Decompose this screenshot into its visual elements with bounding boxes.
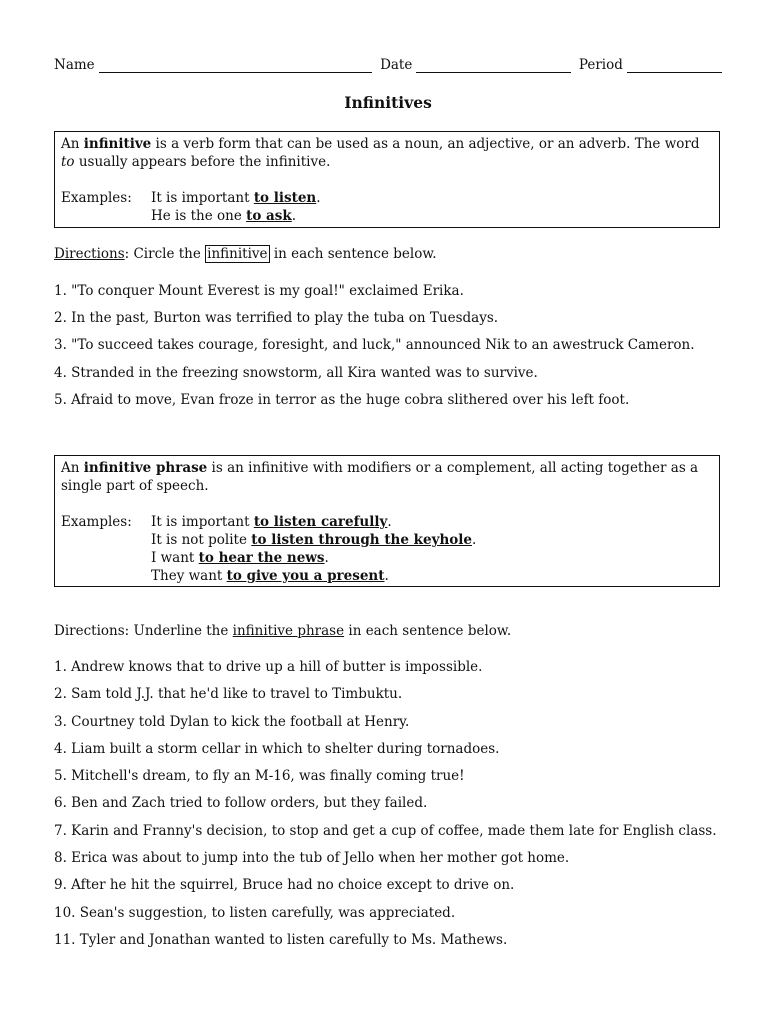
examples-label: Examples: xyxy=(61,514,132,530)
student-info-line xyxy=(54,57,722,73)
date-label: Date xyxy=(380,57,413,73)
infinitive-definition: An infinitive is a verb form that can be used as a noun, an adjective, or an adverb. The word to usually appears before the infinitive. xyxy=(61,136,700,170)
example-line: They want to give you a present. xyxy=(151,568,389,584)
list-item: 4. Stranded in the freezing snowstorm, all Kira wanted was to survive. xyxy=(54,364,538,381)
list-item: 2. Sam told J.J. that he'd like to travel to Timbuktu. xyxy=(54,686,403,703)
sentence-list-circle xyxy=(54,283,722,419)
period-label: Period xyxy=(578,57,623,73)
list-item: 5. Mitchell's dream, to fly an M-16, was finally coming true! xyxy=(54,768,465,785)
word-to: to xyxy=(61,154,75,170)
list-item: 10. Sean's suggestion, to listen carefully, was appreciated. xyxy=(54,904,456,921)
list-item: 3. Courtney told Dylan to kick the football at Henry. xyxy=(54,713,410,730)
example-line: I want to hear the news. xyxy=(151,550,329,566)
term-infinitive: infinitive xyxy=(83,136,152,152)
boxed-word-infinitive: infinitive xyxy=(207,246,268,262)
examples-label: Examples: xyxy=(61,190,132,206)
infinitive-phrase-definition: An infinitive phrase is an infinitive with modifiers or a complement, all acting together as a single part of speech. xyxy=(61,460,699,494)
list-item: 1. Andrew knows that to drive up a hill of butter is impossible. xyxy=(54,659,483,675)
infinitive-phrase-examples xyxy=(55,513,719,585)
example-line: He is the one to ask. xyxy=(151,208,297,224)
sentence-list-underline xyxy=(54,659,722,959)
list-item: 6. Ben and Zach tried to follow orders, but they failed. xyxy=(54,795,428,812)
infinitive-phrase-definition-box xyxy=(54,455,720,587)
list-item: 4. Liam built a storm cellar in which to shelter during tornadoes. xyxy=(54,740,500,757)
infinitive-definition-box xyxy=(54,131,720,228)
example-line: It is not polite to listen through the keyhole. xyxy=(151,532,477,548)
term-infinitive-phrase: infinitive phrase xyxy=(83,460,208,476)
infinitive-examples xyxy=(55,189,719,225)
example-line: It is important to listen. xyxy=(151,190,321,206)
directions-underline: Directions: Underline the infinitive phrase in each sentence below. xyxy=(54,623,512,639)
name-label: Name xyxy=(54,57,95,73)
list-item: 7. Karin and Franny's decision, to stop and get a cup of coffee, made them late for English class. xyxy=(54,822,717,839)
list-item: 8. Erica was about to jump into the tub of Jello when her mother got home. xyxy=(54,850,570,867)
period-blank[interactable] xyxy=(627,58,722,73)
list-item: 1. "To conquer Mount Everest is my goal!" exclaimed Erika. xyxy=(54,283,464,299)
list-item: 3. "To succeed takes courage, foresight, and luck," announced Nik to an awestruck Cameron. xyxy=(54,337,695,354)
list-item: 2. In the past, Burton was terrified to play the tuba on Tuesdays. xyxy=(54,310,499,327)
underlined-word-infinitive-phrase: infinitive phrase xyxy=(232,623,345,639)
list-item: 11. Tyler and Jonathan wanted to listen carefully to Ms. Mathews. xyxy=(54,931,508,948)
directions-circle: Directions: Circle the infinitive in each sentence below. xyxy=(54,246,437,262)
list-item: 5. Afraid to move, Evan froze in terror as the huge cobra slithered over his left foot. xyxy=(54,391,630,408)
worksheet-title: Infinitives xyxy=(344,93,432,112)
example-line: It is important to listen carefully. xyxy=(151,514,392,530)
date-blank[interactable] xyxy=(416,58,571,73)
name-blank[interactable] xyxy=(99,58,372,73)
list-item: 9. After he hit the squirrel, Bruce had no choice except to drive on. xyxy=(54,877,515,894)
